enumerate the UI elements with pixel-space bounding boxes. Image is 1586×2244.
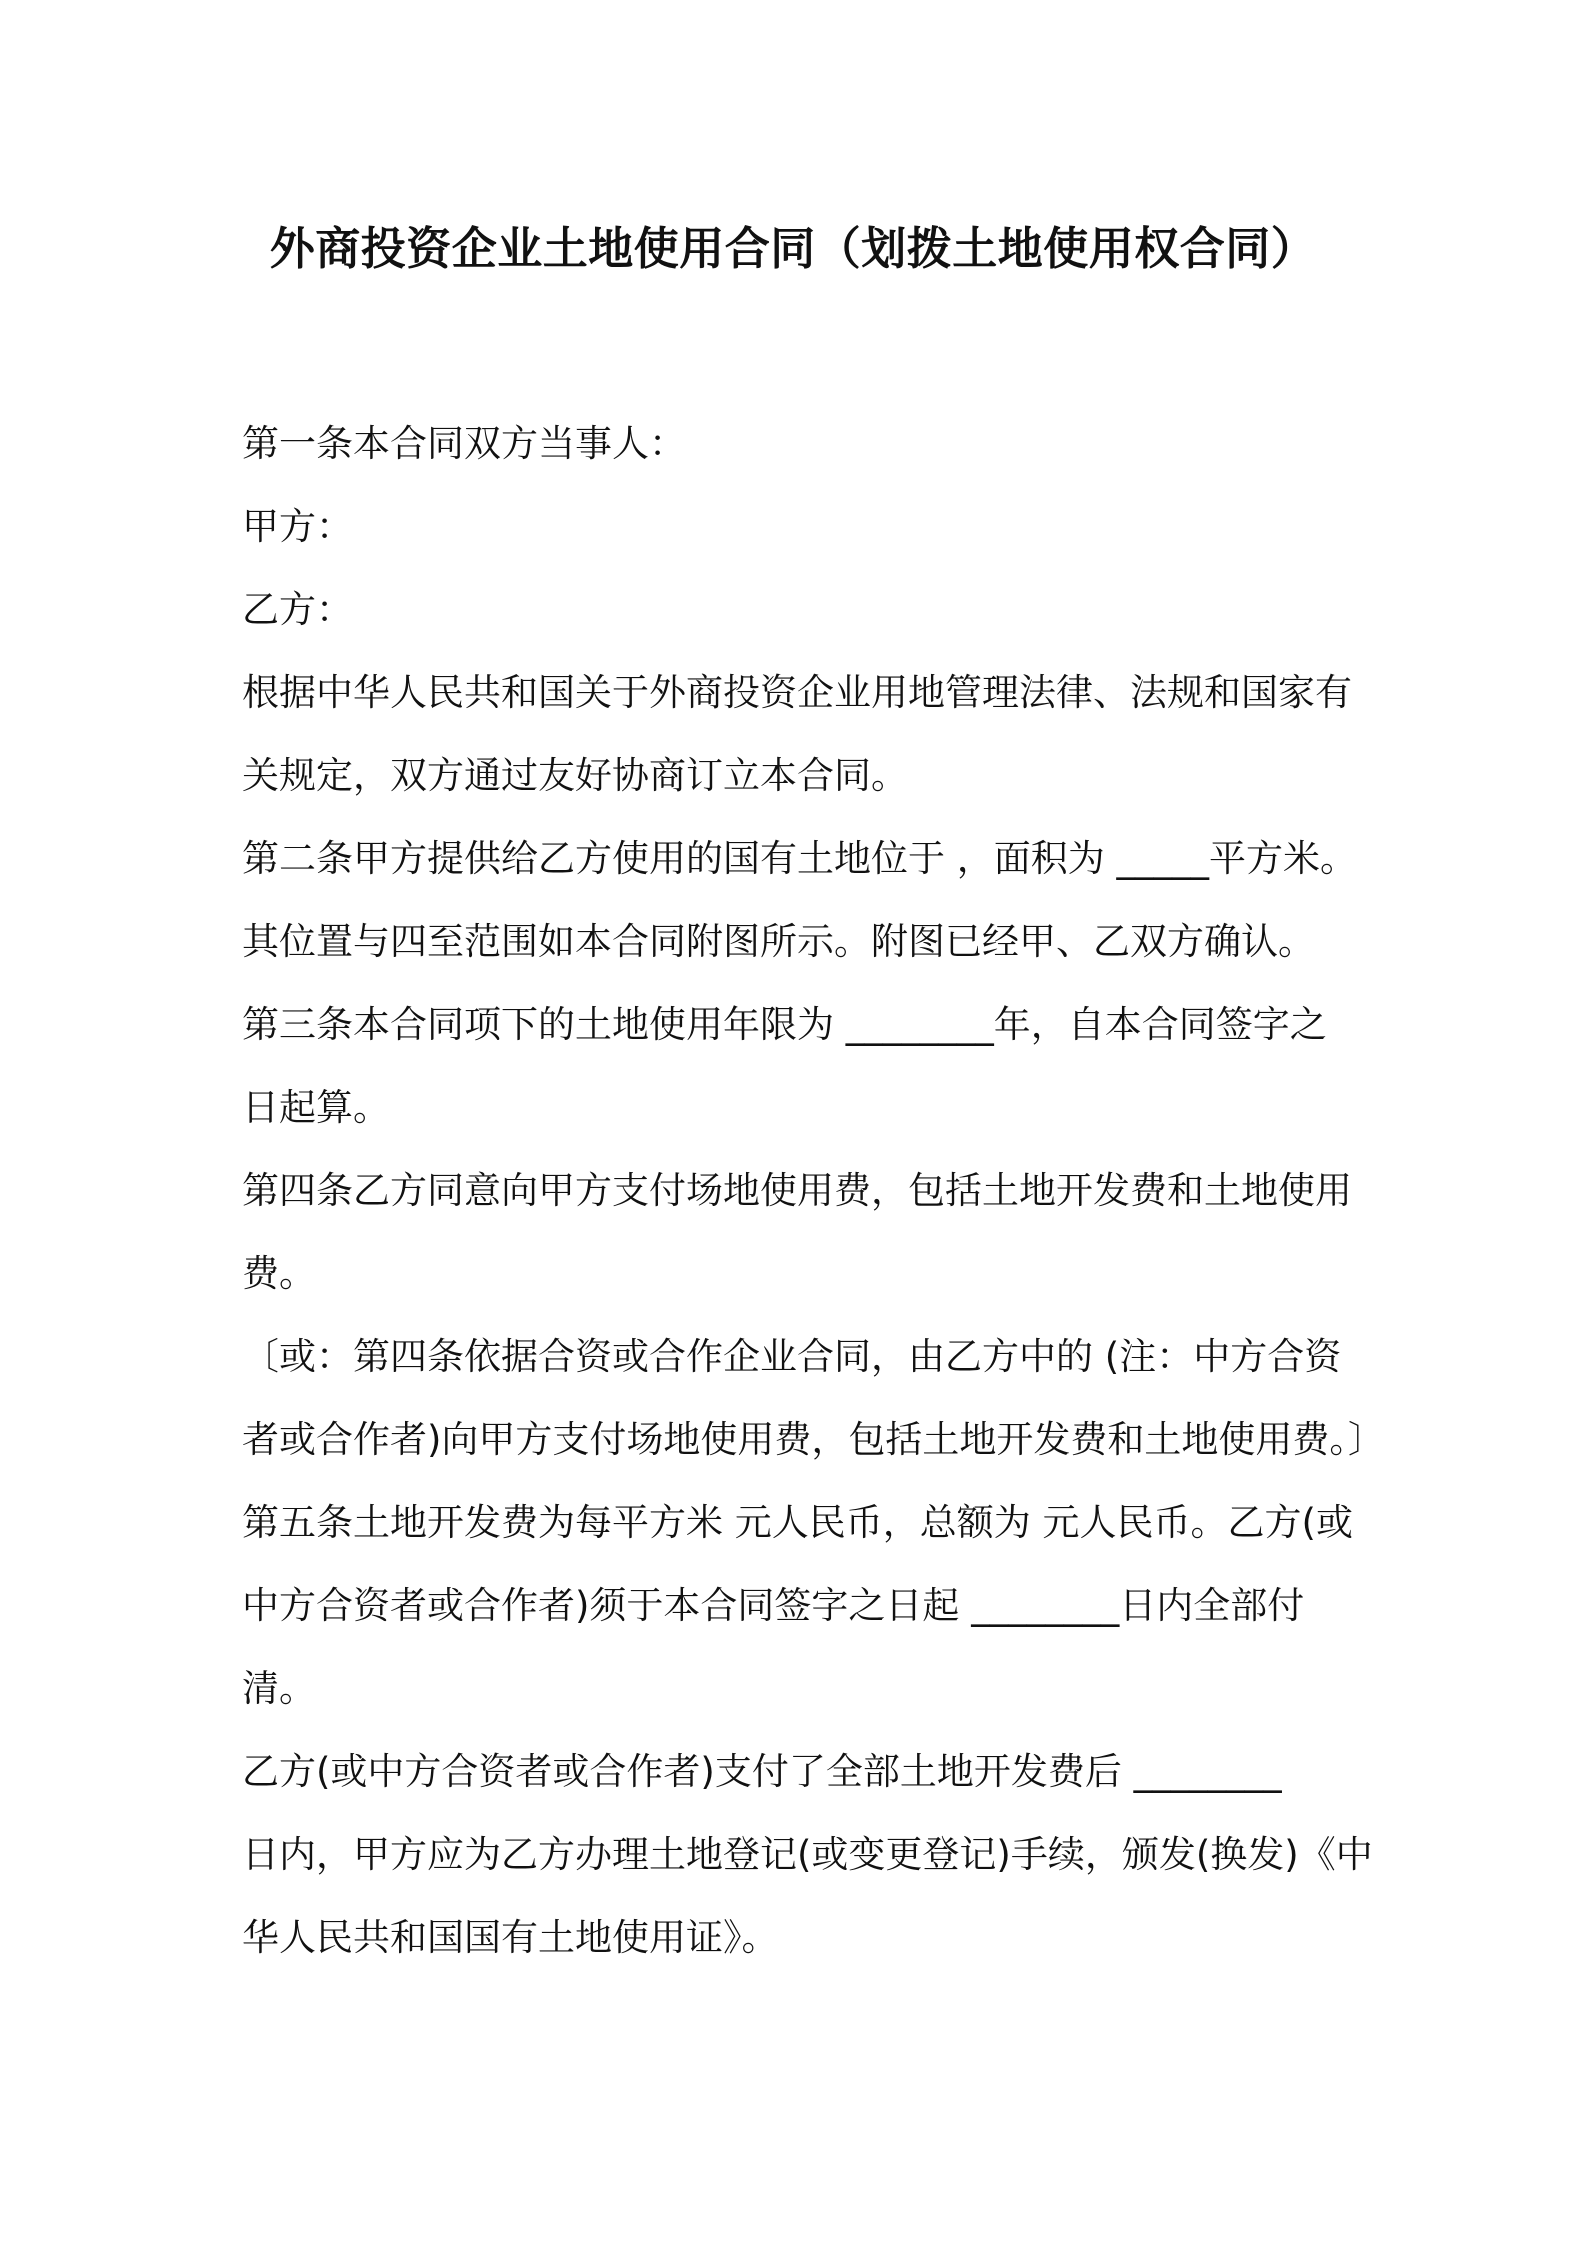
article-3-line-1: 第三条本合同项下的土地使用年限为 ________年，自本合同签字之: [242, 1003, 1327, 1046]
preamble-line-2: 关规定，双方通过友好协商订立本合同。: [242, 754, 908, 797]
document-title: 外商投资企业土地使用合同（划拨土地使用权合同）: [269, 222, 1317, 275]
article-4-alt-line-2: 者或合作者)向甲方支付场地使用费，包括土地开发费和土地使用费。〕: [242, 1418, 1385, 1461]
article-4-line-2: 费。: [242, 1252, 316, 1295]
document-body: [242, 402, 1385, 1979]
registration-line-2: 日内，甲方应为乙方办理土地登记(或变更登记)手续，颁发(换发)《中: [242, 1833, 1373, 1876]
registration-line-1: 乙方(或中方合资者或合作者)支付了全部土地开发费后 ________: [242, 1750, 1282, 1793]
article-5-line-1: 第五条土地开发费为每平方米 元人民币，总额为 元人民币。乙方(或: [242, 1501, 1353, 1544]
article-1-parties-heading: 第一条本合同双方当事人：: [242, 422, 686, 465]
article-3-line-2: 日起算。: [242, 1086, 390, 1129]
article-2-line-1: 第二条甲方提供给乙方使用的国有土地位于 ，面积为 _____平方米。: [242, 837, 1358, 880]
preamble-line-1: 根据中华人民共和国关于外商投资企业用地管理法律、法规和国家有: [242, 671, 1352, 714]
article-4-alt-line-1: 〔或：第四条依据合资或合作企业合同，由乙方中的 (注：中方合资: [242, 1335, 1342, 1378]
article-5-line-2: 中方合资者或合作者)须于本合同签字之日起 ________日内全部付: [242, 1584, 1305, 1627]
article-4-line-1: 第四条乙方同意向甲方支付场地使用费，包括土地开发费和土地使用: [242, 1169, 1352, 1212]
article-5-line-3: 清。: [242, 1667, 316, 1710]
party-a-label: 甲方：: [242, 505, 353, 548]
party-b-label: 乙方：: [242, 588, 353, 631]
article-2-line-2: 其位置与四至范围如本合同附图所示。附图已经甲、乙双方确认。: [242, 920, 1315, 963]
registration-line-3: 华人民共和国国有土地使用证》。: [242, 1916, 779, 1959]
